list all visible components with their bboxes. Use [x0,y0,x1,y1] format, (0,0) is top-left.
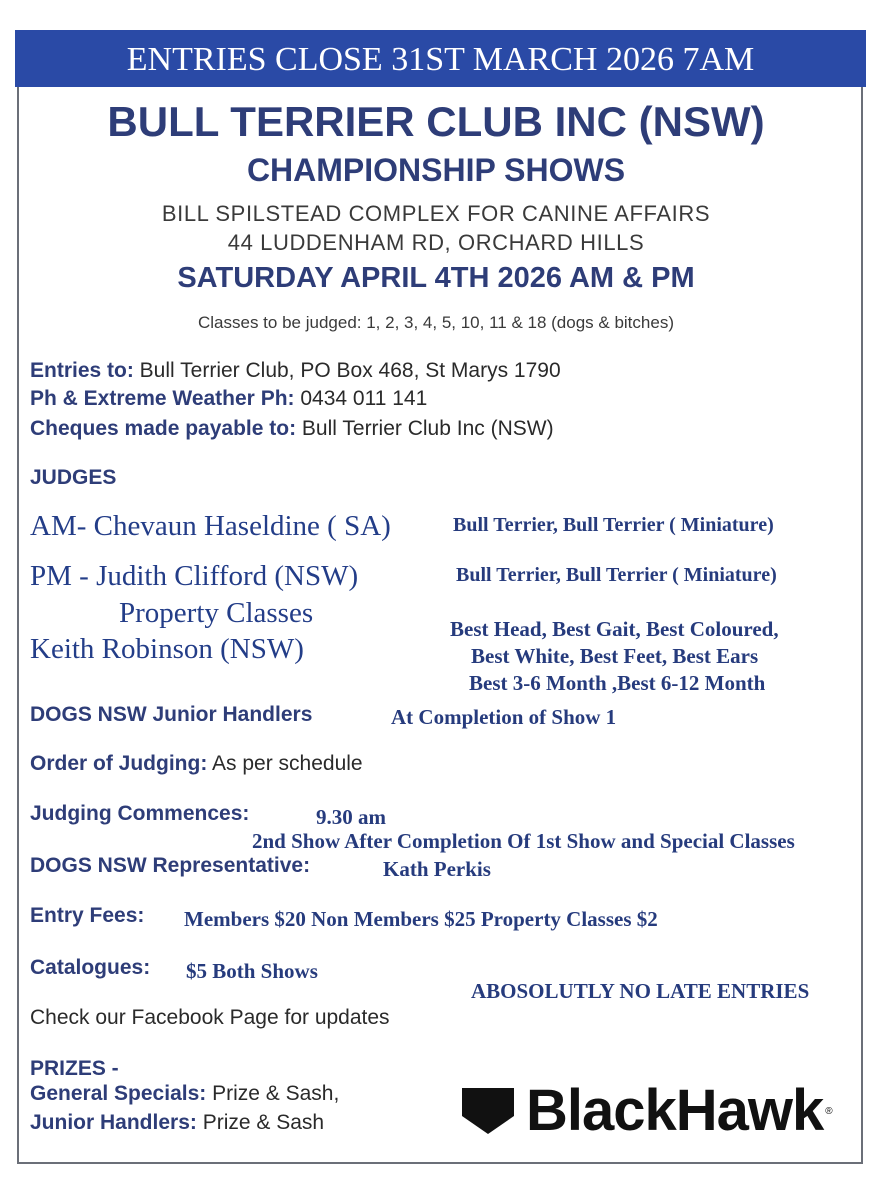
show-date: SATURDAY APRIL 4TH 2026 AM & PM [177,262,695,294]
order-line [30,752,363,776]
property-classes-line2: Best White, Best Feet, Best Ears [471,644,759,668]
fees-label: Entry Fees: [30,904,145,927]
junior-prize-value: Prize & Sash [196,1111,325,1134]
phone-line [30,387,427,411]
entries-close-banner: ENTRIES CLOSE 31ST MARCH 2026 7AM [15,30,866,87]
sponsor-name: BlackHawk [526,1078,824,1143]
am-judge-name: AM- Chevaun Haseldine ( SA) [30,510,391,542]
junior-handlers-value: At Completion of Show 1 [391,705,617,729]
judges-heading: JUDGES [30,466,117,489]
general-specials-label: General Specials: [30,1082,207,1105]
representative-name: Kath Perkis [383,857,491,881]
show-subtitle: CHAMPIONSHIP SHOWS [246,152,626,188]
registered-mark: ® [825,1105,833,1117]
commences-time: 9.30 am [316,805,386,829]
pm-judge-breeds: Bull Terrier, Bull Terrier ( Miniature) [456,564,777,586]
shield-icon [460,1086,516,1136]
commences-label: Judging Commences: [30,802,250,825]
junior-prize-label: Junior Handlers: [30,1111,197,1134]
cheques-label: Cheques made payable to: [30,417,297,440]
am-judge-breeds: Bull Terrier, Bull Terrier ( Miniature) [453,514,774,536]
facebook-note: Check our Facebook Page for updates [30,1006,390,1029]
property-classes-line3: Best 3-6 Month ,Best 6-12 Month [469,671,766,695]
fees-value: Members $20 Non Members $25 Property Classes $2 [184,907,658,931]
prizes-heading: PRIZES - [30,1057,119,1080]
classes-judged: Classes to be judged: 1, 2, 3, 4, 5, 10, 11 & 18 (dogs & bitches) [198,313,674,332]
entries-to-value: Bull Terrier Club, PO Box 468, St Marys 1790 [133,359,561,382]
cheques-line [30,417,554,441]
phone-value: 0434 011 141 [294,387,428,410]
general-specials-line [30,1082,339,1106]
junior-handlers-label: DOGS NSW Junior Handlers [30,703,313,726]
catalogues-value: $5 Both Shows [186,959,318,983]
property-classes-line1: Best Head, Best Gait, Best Coloured, [450,617,779,641]
order-label: Order of Judging: [30,752,208,775]
blackhawk-logo [460,1078,833,1143]
representative-label: DOGS NSW Representative: [30,854,311,877]
catalogues-label: Catalogues: [30,956,151,979]
junior-handlers-prize-line [30,1111,324,1135]
venue-address: 44 LUDDENHAM RD, ORCHARD HILLS [227,230,645,255]
phone-label: Ph & Extreme Weather Ph: [30,387,295,410]
cheques-value: Bull Terrier Club Inc (NSW) [296,417,554,440]
pm-judge-name: PM - Judith Clifford (NSW) [30,560,359,592]
property-judge-name: Keith Robinson (NSW) [30,633,304,665]
general-specials-value: Prize & Sash, [206,1082,340,1105]
club-title: BULL TERRIER CLUB INC (NSW) [107,98,765,145]
no-late-entries: ABOSOLUTLY NO LATE ENTRIES [471,979,810,1003]
entries-to-label: Entries to: [30,359,134,382]
venue-name: BILL SPILSTEAD COMPLEX FOR CANINE AFFAIRS [161,201,711,226]
property-classes-heading: Property Classes [119,597,314,629]
order-value: As per schedule [207,752,363,775]
entries-to-line [30,359,561,383]
second-show-note: 2nd Show After Completion Of 1st Show and Special Classes [252,829,795,853]
